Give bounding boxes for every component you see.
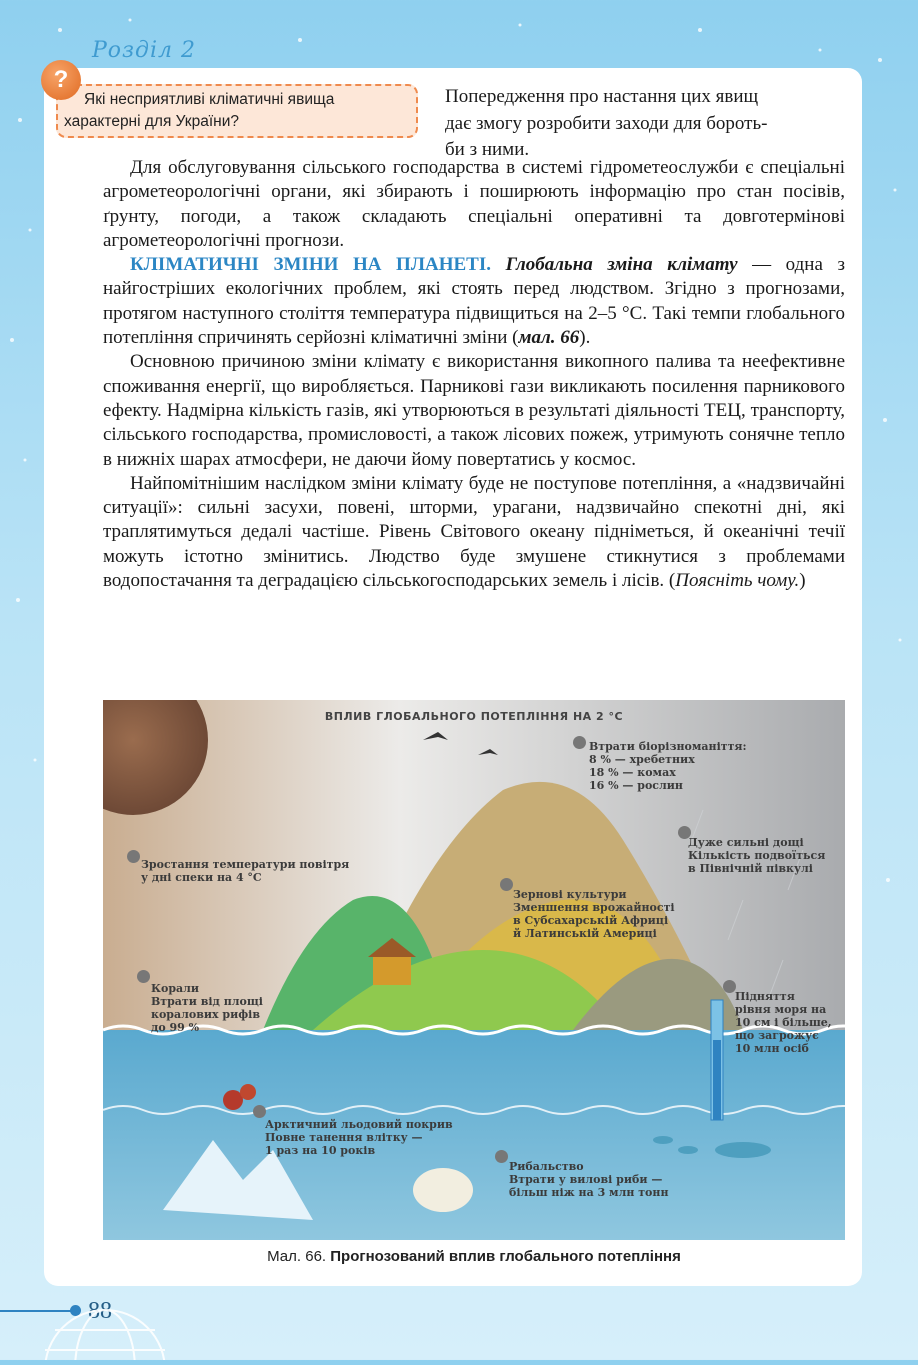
crops-icon xyxy=(500,878,513,891)
intro-right-text xyxy=(445,84,845,164)
label-fishing xyxy=(509,1160,669,1199)
label-line: Втрати від площі xyxy=(151,995,263,1008)
label-line: до 99 % xyxy=(151,1021,200,1034)
question-box xyxy=(56,84,418,138)
label-corals xyxy=(151,982,263,1034)
label-line: у дні спеки на 4 °С xyxy=(141,871,262,884)
label-rain xyxy=(688,836,825,875)
intro-line: Попередження про настання цих явищ xyxy=(445,86,759,107)
paragraph-causes: Основною причиною зміни клімату є використання викопного палива та неефективне споживання енергії, що виробляється. Парникові гази викликають посилення парникового ефекту. Надмірна кількість газів, які утворюються в результаті діяльності ТЕЦ, транспорту, сільського господарства, промисловості, а також лісових пожеж, утримують сонячне тепло в нижніх шарах атмосфери, не даючи йому повертатись у космос. xyxy=(103,351,845,470)
label-line: Підняття xyxy=(735,990,795,1003)
caption-title: Прогнозований вплив глобального потепління xyxy=(330,1248,681,1265)
paragraph-agrometeorology: Для обслуговування сільського господарства в системі гідрометеослужби є спеціальні агрометеорологічні органи, які збирають і поширюють інформацію про стан посівів, ґрунту, погоди, а також складають спеціальні оперативні та довготермінові агрометеорологічні прогнози. xyxy=(103,157,845,251)
label-line: Кількість подвоїться xyxy=(688,849,826,862)
label-biodiversity xyxy=(589,740,747,792)
label-line: що загрожує xyxy=(735,1029,819,1042)
label-temperature xyxy=(141,858,349,884)
label-line: Повне танення влітку — xyxy=(265,1131,423,1144)
label-line: Зернові культури xyxy=(513,888,627,901)
label-line: Дуже сильні дощі xyxy=(688,836,804,849)
page-number: 88 xyxy=(88,1298,112,1324)
figure-global-warming-infographic xyxy=(103,700,845,1240)
label-line: 18 % — комах xyxy=(589,766,676,779)
task-prompt: Поясніть чому. xyxy=(675,570,800,592)
paragraph-climate-change xyxy=(103,253,845,350)
label-line: й Латинській Америці xyxy=(513,927,657,940)
paragraph-end: ). xyxy=(579,327,591,349)
question-line-2: характерні для України? xyxy=(64,113,239,130)
label-line: Арктичний льодовий покрив xyxy=(265,1118,453,1131)
label-line: в Субсахарській Африці xyxy=(513,914,669,927)
label-line: Втрати біорізноманіття: xyxy=(589,740,747,753)
biodiversity-icon xyxy=(573,736,586,749)
label-line: коралових рифів xyxy=(151,1008,260,1021)
intro-line: би з ними. xyxy=(445,139,530,160)
label-arctic-ice xyxy=(265,1118,453,1157)
body-text xyxy=(103,156,845,593)
section-label: Розділ 2 xyxy=(92,38,197,63)
coral-icon xyxy=(137,970,150,983)
paragraph-text: Найпомітнішим наслідком зміни клімату буде не поступове потепління, а «надзвичайні ситуації»: сильні засухи, повені, шторми, урагани, надзвичайно спекотні дні, які траплятимуться дедалі частіше. Рівень Світового океану підніметься, й океанічні течії можуть істотно змінитись. Людство буде змушене стикнутися з проблемами водопостачання та деградацією сільськогосподарських земель і лісів. ( xyxy=(103,472,845,592)
label-line: Втрати у вилові риби — xyxy=(509,1173,663,1186)
label-line: 16 % — рослин xyxy=(589,779,683,792)
label-line: Корали xyxy=(151,982,200,995)
label-sea-level xyxy=(735,990,832,1055)
ice-icon xyxy=(253,1105,266,1118)
intro-line: дає змогу розробити заходи для бороть- xyxy=(445,112,768,134)
thermometer-icon xyxy=(127,850,140,863)
question-line-1: Які несприятливі кліматичні явища xyxy=(84,91,335,108)
label-line: 8 % — хребетних xyxy=(589,753,695,766)
label-crops xyxy=(513,888,675,940)
label-line: рівня моря на xyxy=(735,1003,827,1016)
paragraph-end: ) xyxy=(799,570,806,592)
figure-caption xyxy=(103,1248,845,1265)
section-heading: КЛІМАТИЧНІ ЗМІНИ НА ПЛАНЕТІ. xyxy=(130,254,491,276)
figure-reference-link[interactable]: мал. 66 xyxy=(518,327,580,349)
label-line: 10 млн осіб xyxy=(735,1042,809,1055)
label-line: 10 см і більше, xyxy=(735,1016,832,1029)
label-line: в Північній півкулі xyxy=(688,862,813,875)
fish-icon xyxy=(495,1150,508,1163)
key-term: Глобальна зміна клімату xyxy=(505,254,738,276)
caption-prefix: Мал. 66. xyxy=(267,1248,331,1265)
question-icon: ? xyxy=(41,60,81,100)
label-line: 1 раз на 10 років xyxy=(265,1144,376,1157)
label-line: Зменшення врожайності xyxy=(513,901,675,914)
paragraph-text: — одна з найгостріших екологічних проблем, які стоять перед людством. Згідно з прогнозами, протягом наступного століття температура підвищиться на 2–5 °С. Такі темпи глобального потепління спричинять серйозні кліматичні зміни ( xyxy=(103,254,845,349)
globe-decoration xyxy=(40,1300,170,1360)
paragraph-consequences xyxy=(103,472,845,593)
infographic-title: ВПЛИВ ГЛОБАЛЬНОГО ПОТЕПЛІННЯ НА 2 °С xyxy=(324,710,624,723)
label-line: більш ніж на 3 млн тонн xyxy=(509,1186,669,1199)
label-line: Зростання температури повітря xyxy=(141,858,350,871)
label-line: Рибальство xyxy=(509,1160,584,1173)
